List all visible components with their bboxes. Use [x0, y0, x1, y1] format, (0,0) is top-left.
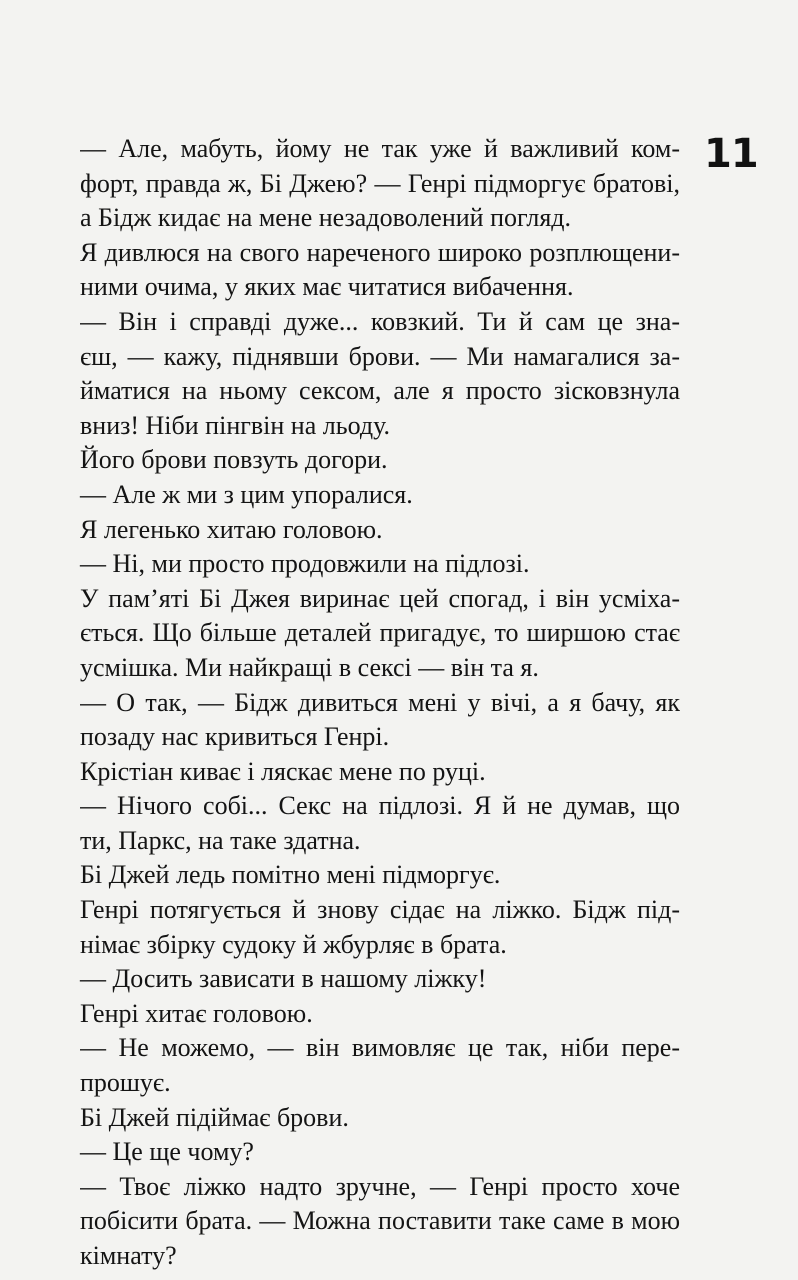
text-line: усмішка. Ми найкращі в сексі — він та я.: [80, 652, 539, 682]
text-line: У пам’яті Бі Джея виринає цей спогад, і він усміха-: [80, 583, 680, 613]
text-line: Генрі хитає головою.: [80, 998, 313, 1028]
text-line: Я дивлюся на свого нареченого широко розплющени-: [80, 237, 680, 267]
text-line: Крістіан киває і ляскає мене по руці.: [80, 756, 486, 786]
text-line: — Не можемо, — він вимовляє це так, ніби пере-: [80, 1033, 680, 1063]
text-line: Генрі потягується й знову сідає на ліжко. Бідж під-: [80, 895, 680, 925]
text-line: Я легенько хитаю головою.: [80, 514, 383, 544]
text-line: — Він і справді дуже... ковзкий. Ти й сам це зна-: [80, 306, 680, 336]
text-line: — О так, — Бідж дивиться мені у вічі, а я бачу, як: [80, 687, 680, 717]
text-line: кімнату?: [80, 1241, 177, 1270]
text-line: ється. Що більше деталей пригадує, то ширшою стає: [80, 618, 680, 648]
text-line: — Але, мабуть, йому не так уже й важливий ком-: [80, 134, 680, 163]
text-line: прошує.: [80, 1068, 171, 1098]
text-line: позаду нас кривиться Генрі.: [80, 722, 390, 752]
text-line: — Нічого собі... Секс на підлозі. Я й не думав, що: [80, 791, 680, 821]
text-line: єш, — кажу, піднявши брови. — Ми намагалися за-: [80, 341, 680, 371]
text-line: форт, правда ж, Бі Джею? — Генрі підморгує братові,: [80, 168, 680, 198]
text-line: ти, Паркс, на таке здатна.: [80, 825, 361, 855]
text-line: а Бідж кидає на мене незадоволений погляд.: [80, 203, 572, 233]
text-line: Бі Джей підіймає брови.: [80, 1102, 349, 1132]
text-line: побісити брата. — Можна поставити таке саме в мою: [80, 1206, 680, 1236]
text-line: — Але ж ми з цим упоралися.: [80, 479, 413, 509]
text-line: вниз! Ніби пінгвін на льоду.: [80, 410, 390, 440]
body-text: [80, 132, 680, 1274]
page-number: 11: [704, 131, 758, 177]
text-line: — Досить зависати в нашому ліжку!: [80, 964, 487, 994]
text-line: йматися на ньому сексом, але я просто зісковзнула: [80, 376, 680, 406]
text-line: — Це ще чому?: [80, 1137, 254, 1167]
text-line: — Ні, ми просто продовжили на підлозі.: [80, 549, 530, 579]
text-line: Бі Джей ледь помітно мені підморгує.: [80, 860, 501, 890]
text-line: Його брови повзуть догори.: [80, 445, 388, 475]
text-line: — Твоє ліжко надто зручне, — Генрі просто хоче: [80, 1171, 680, 1201]
text-line: ними очима, у яких має читатися вибачення.: [80, 272, 574, 302]
text-line: німає збірку судоку й жбурляє в брата.: [80, 929, 507, 959]
